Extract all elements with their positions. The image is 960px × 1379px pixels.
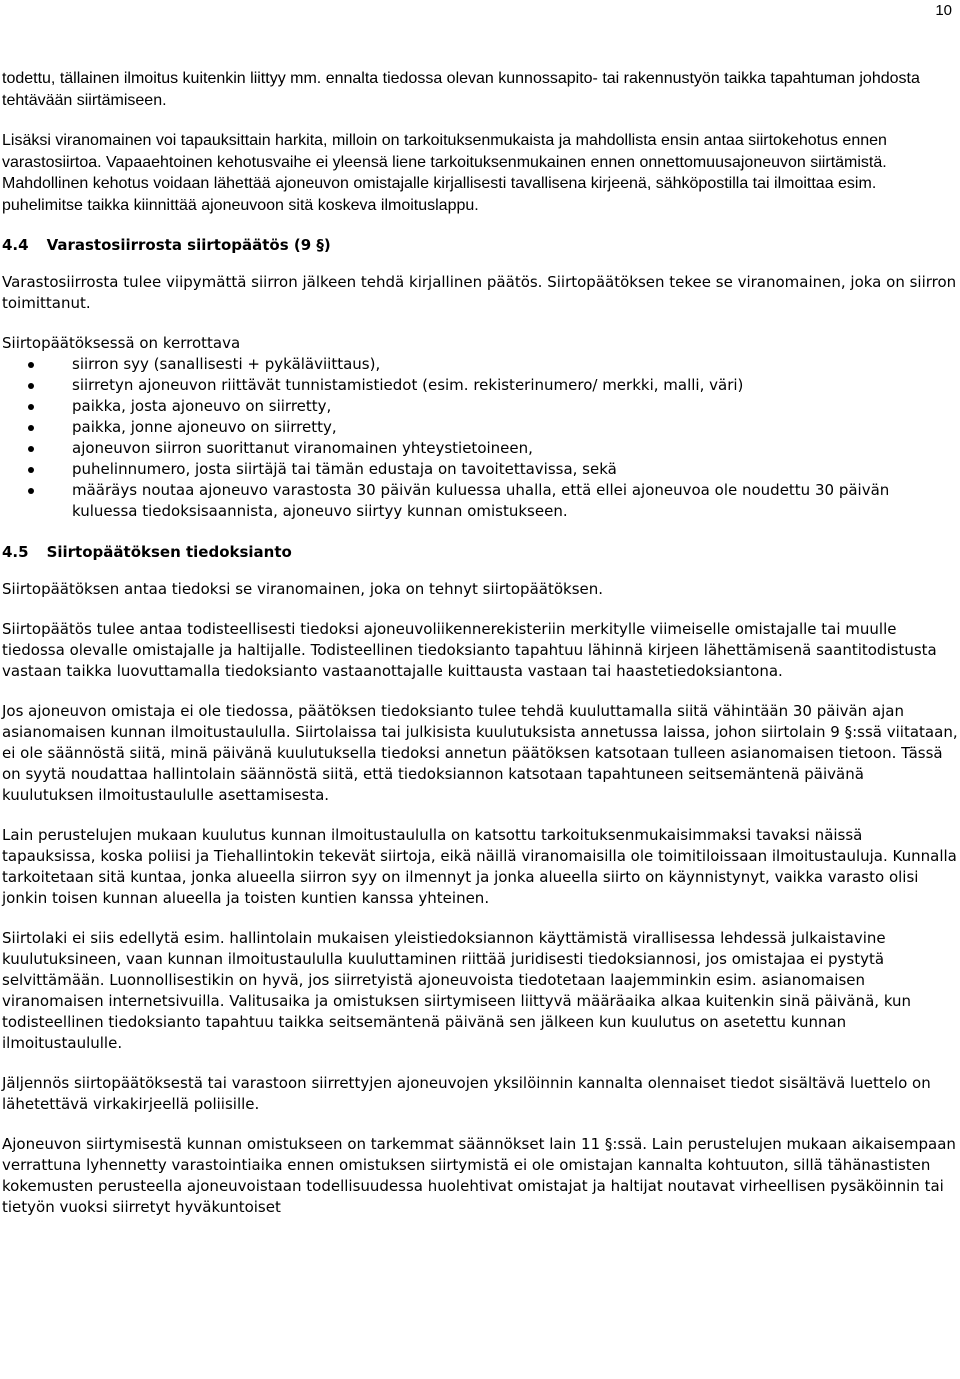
paragraph: Siirtopäätöksessä on kerrottava [2, 334, 241, 352]
list-item: siirretyn ajoneuvon riittävät tunnistamistiedot (esim. rekisterinumero/ merkki, malli, väri) [2, 375, 958, 396]
paragraph: Varastosiirrosta tulee viipymättä siirron jälkeen tehdä kirjallinen päätös. Siirtopäätöksen tekee se viranomainen, joka on siirron toimittanut. [2, 273, 957, 312]
paragraph: Siirtopäätös tulee antaa todisteellisesti tiedoksi ajoneuvoliikennerekisteriin merkitylle viimeiselle omistajalle tai muulle tiedossa olevalle omistajalle ja haltijalle. Todisteellinen tiedoksianto tapahtuu lähinnä kirjeen lähettämisenä saantitodistusta vastaan taikka luovuttamalla tiedoksianto vastaanottajalle kuittausta vastaan tai haastetiedoksiantona. [2, 620, 937, 680]
section-title: Varastosiirrosta siirtopäätös (9 §) [46, 236, 331, 254]
paragraph: Siirtopäätöksen antaa tiedoksi se viranomainen, joka on tehnyt siirtopäätöksen. [2, 580, 604, 598]
paragraph: todettu, tällainen ilmoitus kuitenkin liittyy mm. ennalta tiedossa olevan kunnossapito- tai rakennustyön taikka tapahtuman johdosta tehtävään siirtämiseen. [2, 70, 920, 109]
section-number: 4.4 [2, 236, 29, 254]
paragraph: Siirtolaki ei siis edellytä esim. hallintolain mukaisen yleistiedoksiannon käyttämistä virallisessa lehdessä julkaistavine kuulutuksineen, vaan kunnan ilmoitustaululla kuuluttaminen riittää juridisesti tiedoksiannosi, jos omistajaa ei pystytä selvittämään. Luonnollisestikin on hyvä, jos siirretyistä ajoneuvoista tiedotetaan laajemminkin esim. asianomaisen viranomaisen internetsivuilla. Valitusaika ja omistuksen siirtymiseen liittyvä määräaika alkaa kuitenkin sinä päivänä, kun todisteellinen tiedoksianto tapahtuu taikka seitsemäntenä päivänä sen jälkeen kun kuulutus on asetettu kunnan ilmoitustaululle. [2, 929, 912, 1052]
paragraph: Lain perustelujen mukaan kuulutus kunnan ilmoitustaululla on katsottu tarkoituksenmukaisimmaksi tavaksi näissä tapauksissa, koska poliisi ja Tiehallintokin tekevät siirtoja, eikä näillä viranomaisilla ole toimitiloissaan ilmoitustauluja. Kunnalla tarkoitetaan sitä kuntaa, jonka alueella siirron syy on ilmennyt ja jonka alueella siirto on käynnistynyt, vaikka varasto olisi jonkin toisen kunnan alueella ja toisten kuntien kanssa yhteinen. [2, 826, 957, 907]
bullet-list [2, 354, 958, 522]
page-number: 10 [935, 2, 952, 19]
list-item: ajoneuvon siirron suorittanut viranomainen yhteystietoineen, [2, 438, 958, 459]
list-item: määräys noutaa ajoneuvo varastosta 30 päivän kuluessa uhalla, että ellei ajoneuvoa ole noudettu 30 päivän kuluessa tiedoksisaannista, ajoneuvo siirtyy kunnan omistukseen. [2, 480, 958, 522]
section-number: 4.5 [2, 543, 29, 561]
section-heading-4-4 [2, 235, 958, 256]
section-title: Siirtopäätöksen tiedoksianto [46, 543, 292, 561]
list-item: paikka, jonne ajoneuvo on siirretty, [2, 417, 958, 438]
list-item: siirron syy (sanallisesti + pykäläviittaus), [2, 354, 958, 375]
paragraph: Ajoneuvon siirtymisestä kunnan omistukseen on tarkemmat säännökset lain 11 §:ssä. Lain perustelujen mukaan aikaisempaan verrattuna lyhennetty varastointiaika ennen omistuksen siirtymistä ei ole omistajan kannalta kohtuuton, sillä tähänastisten kokemusten perusteella ajoneuvoistaan todellisuudessa huolehtivat omistajat ja haltijat noutavat virheellisen pysäköinnin tai tietyön vuoksi siirretyt hyväkuntoiset [2, 1135, 956, 1216]
paragraph: Jäljennös siirtopäätöksestä tai varastoon siirrettyjen ajoneuvojen yksilöinnin kannalta olennaiset tiedot sisältävä luettelo on lähetettävä virkakirjeellä poliisille. [2, 1074, 931, 1113]
list-item: paikka, josta ajoneuvo on siirretty, [2, 396, 958, 417]
paragraph: Jos ajoneuvon omistaja ei ole tiedossa, päätöksen tiedoksianto tulee tehdä kuuluttamalla siitä vähintään 30 päivän ajan asianomaisen kunnan ilmoitustaululla. Siirtolaissa tai julkisista kuulutuksista annetussa laissa, johon siirtolain 9 §:ssä viitataan, ei ole säännöstä siitä, minä päivänä kuulutuksella tiedoksi annetun päätöksen katsotaan tulleen asianomaisen tietoon. Tässä on syytä noudattaa hallintolain säännöstä siitä, että tiedoksiannon katsotaan tapahtuneen seitsemäntenä päivänä kuulutuksen ilmoitustaululle asettamisesta. [2, 702, 958, 804]
section-heading-4-5 [2, 542, 958, 563]
paragraph: Lisäksi viranomainen voi tapauksittain harkita, milloin on tarkoituksenmukaista ja mahdollista ensin antaa siirtokehotus ennen varastosiirtoa. Vapaaehtoinen kehotusvaihe ei yleensä liene tarkoituksenmukainen ennen onnettomuusajoneuvon siirtämistä. Mahdollinen kehotus voidaan lähettää ajoneuvon omistajalle kirjallisesti tavallisena kirjeenä, sähköpostilla tai ilmoittaa esim. puhelimitse taikka kiinnittää ajoneuvoon sitä koskeva ilmoituslappu. [2, 132, 887, 214]
document-body [2, 68, 958, 1237]
list-item: puhelinnumero, josta siirtäjä tai tämän edustaja on tavoitettavissa, sekä [2, 459, 958, 480]
